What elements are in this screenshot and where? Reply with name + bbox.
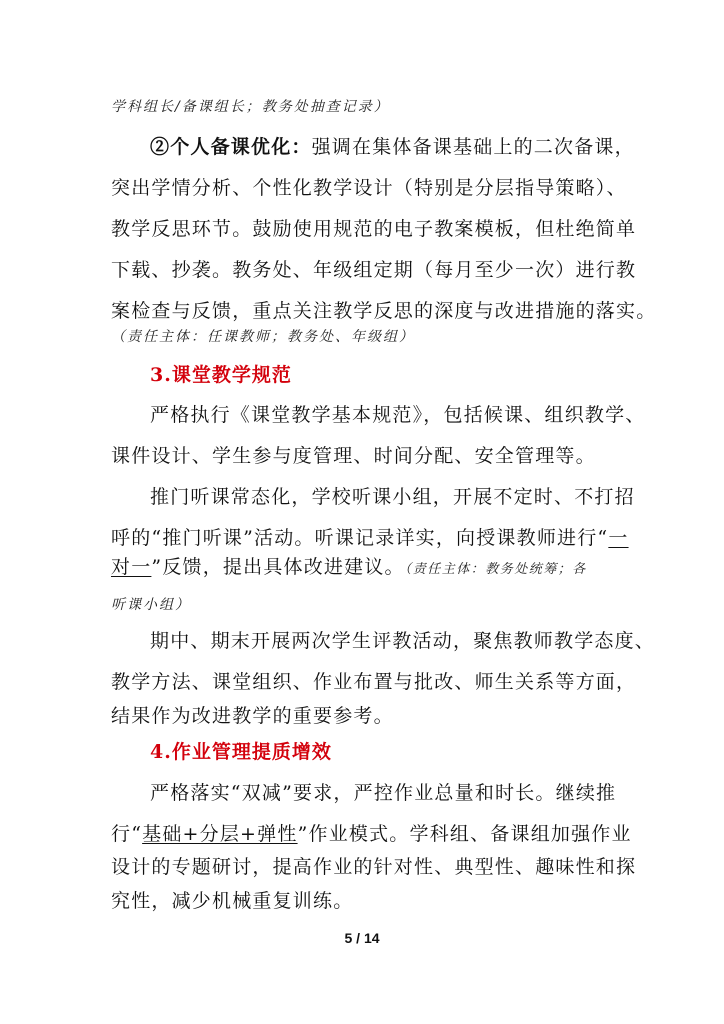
paragraph-line: 行“基础+分层+弹性”作业模式。学科组、备课组加强作业	[111, 823, 632, 845]
paragraph-line: 下载、抄袭。教务处、年级组定期（每月至少一次）进行教	[111, 259, 637, 281]
paragraph-line: 严格执行《课堂教学基本规范》，包括候课、组织教学、	[150, 404, 646, 426]
paragraph-line: 严格落实“双减”要求，严控作业总量和时长。继续推	[150, 782, 617, 804]
paragraph-line: 呼的“推门听课”活动。听课记录详实，向授课教师进行“一	[111, 527, 629, 549]
paragraph-line: 案检查与反馈，重点关注教学反思的深度与改进措施的落实。	[111, 300, 657, 322]
paragraph-line: 究性，减少机械重复训练。	[111, 890, 354, 912]
paragraph-line: 突出学情分析、个性化教学设计（特别是分层指导策略）、	[111, 177, 627, 199]
paragraph-line: ②个人备课优化：强调在集体备课基础上的二次备课，	[150, 136, 635, 158]
paragraph-line: 期中、期末开展两次学生评教活动，聚焦教师教学态度、	[150, 630, 656, 652]
responsibility-note: （责任主体：教务处统筹；各	[404, 562, 587, 577]
paragraph-line: 结果作为改进教学的重要参考。	[111, 705, 394, 727]
page-number: 5 / 14	[344, 930, 380, 946]
paragraph-line: 推门听课常态化，学校听课小组，开展不定时、不打招	[150, 486, 635, 508]
paragraph-line: 对一”反馈，提出具体改进建议。（责任主体：教务处统筹；各	[111, 556, 587, 578]
section-label: ②个人备课优化：	[150, 136, 312, 158]
paragraph-line: 设计的专题研讨，提高作业的针对性、典型性、趣味性和探	[111, 856, 637, 878]
paragraph-line: 课件设计、学生参与度管理、时间分配、安全管理等。	[111, 445, 596, 467]
section-heading: 4.作业管理提质增效	[150, 741, 332, 763]
paragraph-line: 教学反思环节。鼓励使用规范的电子教案模板，但杜绝简单	[111, 218, 637, 240]
responsibility-note: （责任主体：任课教师；教务处、年级组）	[111, 329, 415, 345]
paragraph-line: 教学方法、课堂组织、作业布置与批改、师生关系等方面，	[111, 671, 637, 693]
responsibility-note: 听课小组）	[111, 597, 191, 613]
responsibility-note: 学科组长/备课组长；教务处抽查记录）	[111, 99, 390, 115]
section-heading: 3.课堂教学规范	[150, 364, 292, 386]
